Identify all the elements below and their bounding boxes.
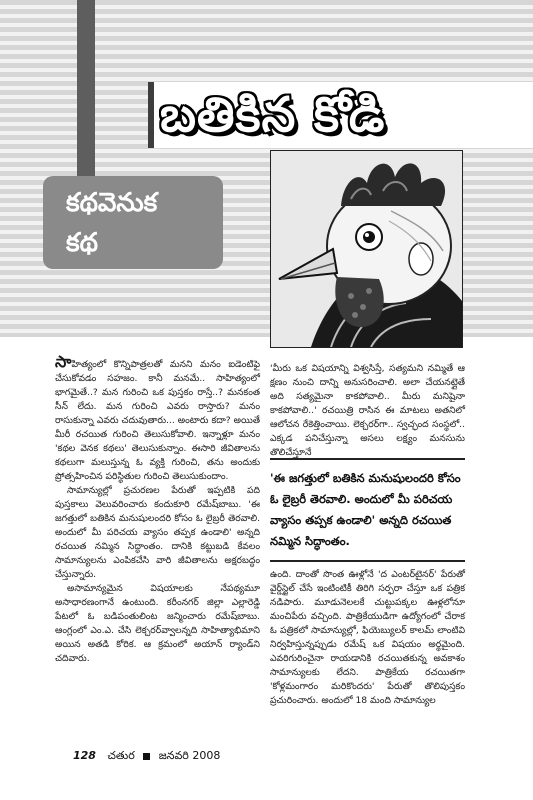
left-paragraph-1: హిత్యంలో కొన్నిపాత్రలతో మనని మనం ఐడెంటిఫై చేసుకోవడం సహజం. కానీ మనమే.. సాహిత్యంలో భాగమైతే..? మన గురించి ఒక పుస్తకం రాస్తే..? మనకంత సీన్ లేదు. మన గురించి ఎవరు రాస్తారు? మనం రాసుకున్నా ఎవరు చదువుతారు... అంటారు కదా? అయితే మీరీ రచయిత గురించి తెలుసుకోవాలి. ఇన్నాళ్లూ మనం 'కథల వెనక కథలు' తెలుసుకున్నాం. ఈసారి జీవితాలను కథలుగా మలుస్తున్న ఓ వ్యక్తి గురించి, తను అందుకు ప్రోత్సహించిన పరిస్థితుల గురించి తెలుసుకుందాం. — [55, 359, 260, 482]
pull-quote-top-rule — [270, 458, 465, 460]
right-column-top-text — [270, 362, 465, 460]
pull-quote: 'ఈ జగత్తులో బతికిన మనుషులందరి కోసం ఓ లైబ్రరీ తెరవాలి. అందులో మీ పరిచయ వ్యాసం తప్పక ఉండాలి' అన్నది రచయిత నమ్మిన సిద్ధాంతం. — [270, 471, 461, 548]
header-vertical-bar — [77, 0, 95, 178]
page-footer — [73, 749, 220, 765]
section-badge-line2: కథ — [66, 228, 98, 258]
left-column-text — [55, 352, 260, 666]
rooster-head-icon — [271, 151, 462, 347]
left-paragraph-3: అసామాన్యమైన విషయాలకు నేపథ్యమూ అసాధారణంగానే ఉంటుంది. కరీంనగర్ జిల్లా ఎల్లారెడ్డి పేటలో ఓ బడిపంతులింట జన్మించారు రమేష్‌బాబు. ఆంగ్లంలో ఎం.ఎ. చేసి లెక్చరర్‌వ్వాలన్నది సాహిత్యాభిమాని అయిన అతడి కోరిక. ఆ క్రమంలో అయాన్ ర్యాండ్‌ని చదివారు. — [55, 583, 260, 664]
right-column-bottom-text — [270, 568, 465, 708]
left-paragraph-2: సామాన్యుల్లో ప్రచురణల పేరుతో ఇప్పటికి పది పుస్తకాలు వెలువరించారు కందుకూరి రమేష్‌బాబు. 'ఈ జగత్తులో బతికిన మనుషులందరి కోసం ఓ లైబ్రరీ తెరవాలి. అందులో మీ పరిచయ వ్యాసం తప్పక ఉండాలి' అన్నది రచయిత నమ్మిన సిద్ధాంతం. దానికి కట్టుబడి కేవలం సామాన్యులను ఎంపికచేసి వారి జీవితాలను అక్షరబద్ధం చేస్తున్నారు. — [55, 485, 260, 580]
article-title: బతికిన కోడి — [160, 87, 386, 143]
pull-quote-bottom-rule — [270, 560, 465, 562]
right-top-paragraph: 'మీరు ఒక విషయాన్ని విశ్వసిస్తే, సత్యమని నమ్మితే ఆ క్షణం నుంచి దాన్ని అనుసరించాలి. అలా చేయనట్లైతే అది సత్యమైనా కాకపోవాలి.. మీరు మనిషైనా కాకపోవాలి..' రచయిత్రి రాసిన ఈ మాటలు అతనిలో ఆలోచన రేకెత్తించాయి. లెక్చరర్‌గా.. స్వచ్ఛంద సంస్థలో.. ఎక్కడ పనిచేస్తున్నా అసలు లక్ష్యం మనసును తొలిచేస్తూనే — [270, 363, 465, 458]
magazine-name: చతుర — [107, 749, 135, 762]
issue-date: జనవరి 2008 — [158, 749, 221, 762]
dropcap: సా — [55, 352, 72, 371]
rooster-illustration — [270, 150, 463, 348]
section-badge-line1: కథవెనుక — [66, 188, 158, 218]
separator-square-icon — [143, 753, 150, 760]
right-bottom-paragraph: ఉంది. దాంతో సొంత ఊళ్లోనే 'ద ఎంటర్‌టైనర్' పేరుతో వైర్డ్‌స్టైల్ చేసే ఇంటింటికీ తిరిగి సర్ఫరా చేస్తూ ఒక పత్రిక నడిపారు. మూడునెలలకే చుట్టుపక్కల ఊళ్లలోనూ మంచిపేరు వచ్చింది. పాత్రికేయుడిగా ఉద్యోగంలో చేరాక ఓ పత్రికలో సామాన్యుల్లో, ఫియెబ్యులర్ కాలమ్ లాంటివి నిర్వహిస్తున్నప్పుడు రమేష్ ఒక విషయం అర్థమైంది. ఎవరిగురించైనా రాయడానికి రచయితకున్న అవకాశం సామాన్యులకు లేదని. పాత్రికేయ రచయితగా 'కోళ్లమంగారం మరికొందరు' పేరుతో తొలిపుస్తకం ప్రచురించారు. అందులో 18 మంది సామాన్యుల — [270, 569, 465, 706]
page-number: 128 — [73, 749, 96, 762]
